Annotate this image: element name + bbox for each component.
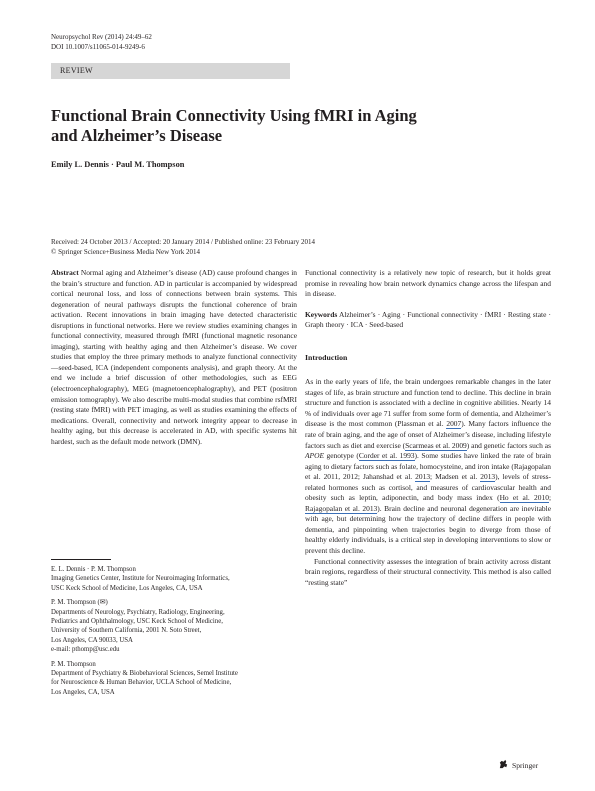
affiliations [51,565,301,702]
publisher-logo [498,759,538,772]
intro-paragraph-1 [305,377,551,556]
intro-paragraph-2: Functional connectivity assesses the integration of brain activity across distant brain regions, regardless of their structural connectivity. This method is also called “resting state” [305,556,551,587]
publisher-name: Springer [512,761,539,770]
keywords [305,310,551,331]
abstract-label: Abstract [51,268,79,277]
citation-link[interactable]: Corder et al. 1993 [358,451,415,461]
text-run: ). Many factors influence the rate of brain aging, and the age of onset of Alzheimer’s disease, including lifestyle factors such as diet and exercise ( [305,419,551,450]
aff-line: Departments of Neurology, Psychiatry, Radiology, Engineering, [51,608,225,616]
abstract [51,268,297,447]
citation-link[interactable]: 2013 [480,472,496,482]
text-run: ; [548,493,552,503]
aff-line: E. L. Dennis · P. M. Thompson [51,566,136,573]
keywords-list: Alzheimer’s · Aging · Functional connectivity · fMRI · Resting state · Graph theory · ICA · Seed-based [305,309,551,330]
aff-line: Imaging Genetics Center, Institute for Neuroimaging Informatics, [51,575,230,583]
dates: Received: 24 October 2013 / Accepted: 20 January 2014 / Published online: 23 February 2014 [51,238,316,246]
aff-line: University of Southern California, 2001 N. Soto Street, [51,627,202,635]
citation-link[interactable]: 2007 [446,419,462,429]
journal-citation: Neuropsychol Rev (2014) 24:49–62 [51,33,152,41]
aff-line: Pediatrics and Ophthalmology, USC Keck School of Medicine, [51,618,223,626]
keywords-label: Keywords [305,309,338,319]
section-label: REVIEW [60,66,93,75]
section-label-bar [51,63,290,79]
aff-line: Los Angeles, CA, USA [51,688,115,696]
gene-name: APOE [305,451,325,461]
citation-link[interactable]: Ho et al. 2010 [499,493,549,503]
doi: DOI 10.1007/s11065-014-9249-6 [51,43,145,51]
aff-line: Los Angeles, CA 90033, USA [51,636,133,644]
affiliation-3 [51,660,301,698]
text-run: ). Brain decline and neuronal degeneration are inevitable with age, but determining how the trajectory of decline differs in people with dementia, and pinpointing when trajectories begin to diverge from those of healthy elderly individuals, is a critical step in developing interventions to slow or prevent this decline. [305,503,551,556]
abstract-text: Normal aging and Alzheimer’s disease (AD) cause profound changes in the brain’s structure and function. AD in particular is accompanied by widespread cortical neuronal loss, and loss of connections between brain systems. This degeneration of neural pathways disrupts the functional coherence of brain activation. Recent innovations in brain imaging have detected characteristic disruptions in functional networks. Here we review studies examining changes in functional connectivity, measured through fMRI (functional magnetic resonance imaging), starting with healthy aging and then Alzheimer’s disease. We cover studies that employ the three primary methods to analyze functional connectivity—seed-based, ICA (independent components analysis), and graph theory. At the end we include a brief discussion of other methodologies, such as EEG (electroencephalography), MEG (magnetoencephalography), and PET (positron emission tomography). We also describe multi-modal studies that combine rsfMRI (resting state fMRI) with PET imaging, as well as studies examining the effects of medications. Overall, connectivity and network integrity appear to decrease in healthy aging, but this decrease is accelerated in AD, with specific systems hit hardest, such as the default mode network (DMN). [51,268,298,446]
text-run: genotype ( [324,451,359,461]
abstract-continued: Functional connectivity is a relatively new topic of research, but it holds great promise in revealing how brain network dynamics change across the lifespan and in disease. [305,268,551,299]
copyright: © Springer Science+Business Media New York 2014 [51,248,201,256]
aff-line: P. M. Thompson [51,660,96,668]
article-title [51,106,521,146]
intro-heading: Introduction [305,352,348,362]
aff-line: Department of Psychiatry & Biobehavioral Sciences, Semel Institute [51,670,238,678]
text-run: ) and genetic factors such as [466,440,551,450]
dates-block [51,237,315,257]
title-line-1: Functional Brain Connectivity Using fMRI in Aging [51,106,417,125]
aff-line: USC Keck School of Medicine, Los Angeles, CA, USA [51,584,203,592]
springer-horse-icon [498,759,509,772]
citation-link[interactable]: Scarmeas et al. 2009 [405,440,467,450]
text-run: ). Some studies have linked the rate of brain aging to dietary factors such as folate, homocysteine, and iron intake (Rajagopalan et al. 2011, 2012; Jahanshad et al. [305,451,551,482]
text-run: ; Madsen et al. [430,472,481,482]
text-run: ), levels of stress-related hormones such as cortisol, and measures of cardiovascular health and obesity such as leptin, adiponectin, and body mass index ( [305,472,552,503]
title-line-2: and Alzheimer’s Disease [51,126,223,145]
citation-link[interactable]: 2013 [415,472,431,482]
aff-line: P. M. Thompson (✉) [51,599,108,607]
email-link[interactable]: e-mail: pthomp@usc.edu [51,646,120,654]
aff-line: for Neuroscience & Human Behavior, UCLA School of Medicine, [51,679,232,687]
citation-link[interactable]: Rajagopalan et al. 2013 [305,503,378,513]
footnote-rule [51,559,111,560]
text-run: As in the early years of life, the brain undergoes remarkable changes in the later stages of life, as brain structure and function tend to decline. This decline in brain structure and function is associated with a decline in cognitive abilities. Nearly 14 % of individuals over age 71 suffer from some form of dementia, and Alzheimer’s disease is the most common (Plassman et al. [305,377,551,429]
affiliation-2 [51,598,301,654]
right-column [305,268,551,588]
affiliation-1 [51,565,301,593]
authors: Emily L. Dennis · Paul M. Thompson [51,160,185,169]
